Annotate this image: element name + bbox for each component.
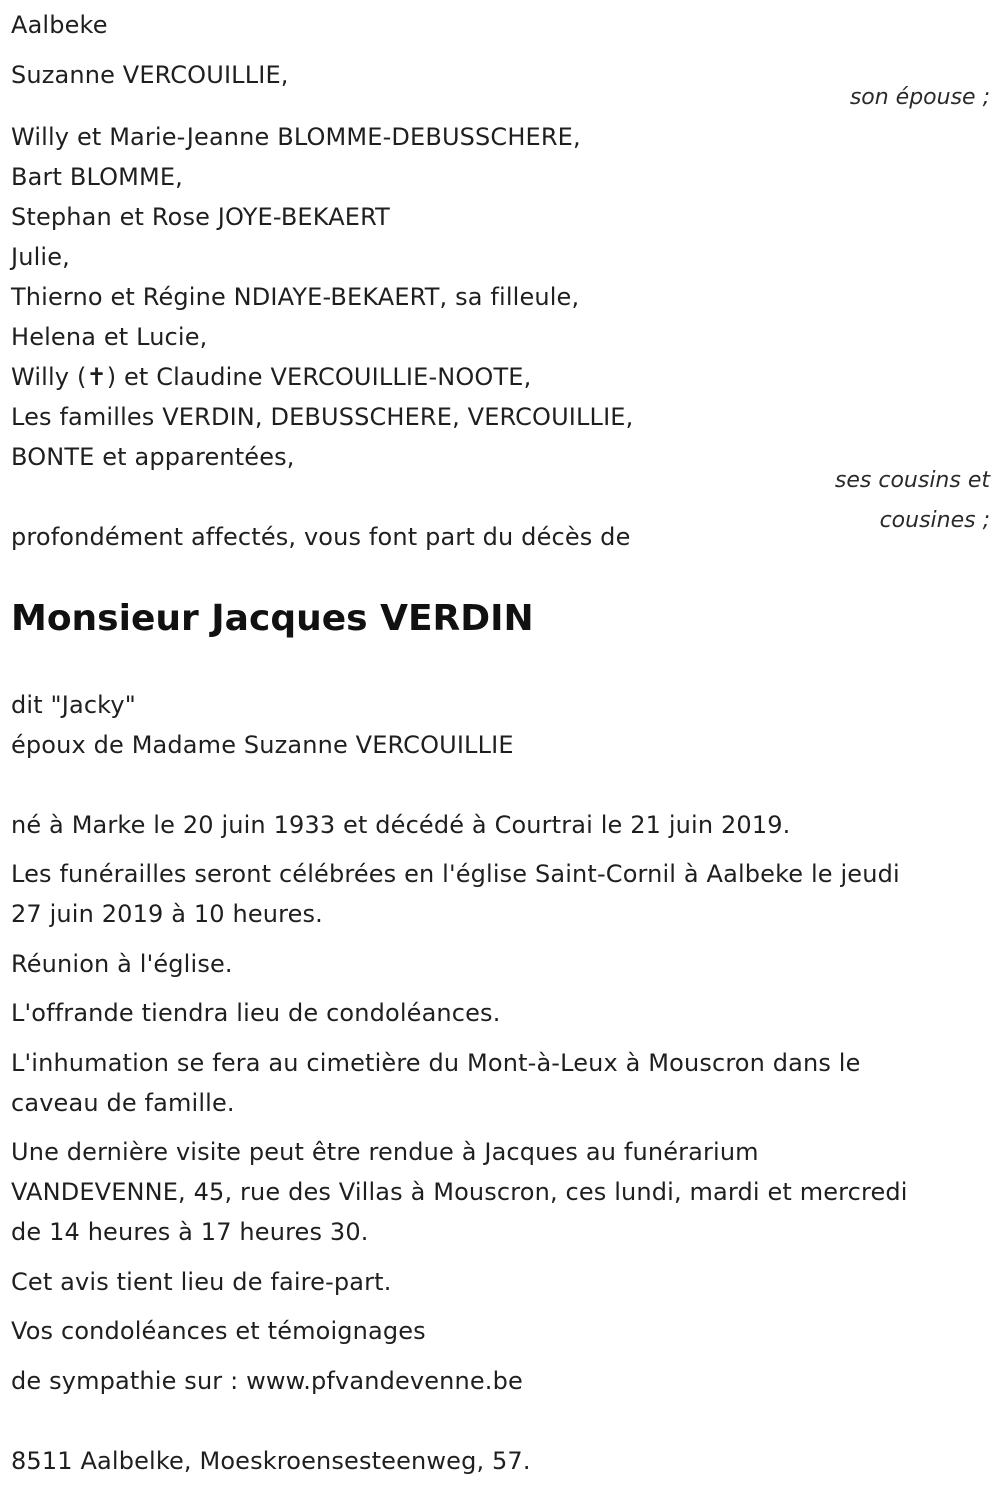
visit-info-line3: de 14 heures à 17 heures 30. <box>11 1218 369 1246</box>
family-member: Helena et Lucie, <box>11 323 208 351</box>
cousins-role-line1: ses cousins et <box>834 468 990 493</box>
burial-info-line1: L'inhumation se fera au cimetière du Mont-à-Leux à Mouscron dans le <box>11 1049 861 1077</box>
condolences-line1: Vos condoléances et témoignages <box>11 1317 426 1345</box>
deceased-spouse-of: époux de Madame Suzanne VERCOUILLIE <box>11 731 514 759</box>
spouse-name: Suzanne VERCOUILLIE, <box>11 61 289 89</box>
burial-info-line2: caveau de famille. <box>11 1089 235 1117</box>
funeral-info-line2: 27 juin 2019 à 10 heures. <box>11 900 323 928</box>
family-member: Julie, <box>11 243 70 271</box>
visit-info-line1: Une dernière visite peut être rendue à Jacques au funérarium <box>11 1138 759 1166</box>
funeral-info-line1: Les funérailles seront célébrées en l'église Saint-Cornil à Aalbeke le jeudi <box>11 860 900 888</box>
place-header: Aalbeke <box>11 11 108 39</box>
family-member: Thierno et Régine NDIAYE-BEKAERT, sa filleule, <box>11 283 580 311</box>
offering-info: L'offrande tiendra lieu de condoléances. <box>11 999 501 1027</box>
family-member: Bart BLOMME, <box>11 163 183 191</box>
spouse-role: son épouse ; <box>849 85 990 110</box>
family-member: Les familles VERDIN, DEBUSSCHERE, VERCOUILLIE, <box>11 403 634 431</box>
notice-info: Cet avis tient lieu de faire-part. <box>11 1268 392 1296</box>
deceased-name: Monsieur Jacques VERDIN <box>11 598 534 639</box>
visit-info-line2: VANDEVENNE, 45, rue des Villas à Mouscron, ces lundi, mardi et mercredi <box>11 1178 908 1206</box>
family-member: BONTE et apparentées, <box>11 443 295 471</box>
family-member: Willy (✝) et Claudine VERCOUILLIE-NOOTE, <box>11 363 532 391</box>
condolences-line2: de sympathie sur : www.pfvandevenne.be <box>11 1367 523 1395</box>
cousins-role-line2: cousines ; <box>879 508 990 533</box>
family-member: Willy et Marie-Jeanne BLOMME-DEBUSSCHERE, <box>11 123 581 151</box>
announcement: profondément affectés, vous font part du décès de <box>11 523 631 551</box>
address: 8511 Aalbelke, Moeskroensesteenweg, 57. <box>11 1447 531 1475</box>
meeting-info: Réunion à l'église. <box>11 950 233 978</box>
family-member: Stephan et Rose JOYE-BEKAERT <box>11 203 390 231</box>
birth-death: né à Marke le 20 juin 1933 et décédé à Courtrai le 21 juin 2019. <box>11 811 791 839</box>
deceased-nickname: dit "Jacky" <box>11 691 136 719</box>
